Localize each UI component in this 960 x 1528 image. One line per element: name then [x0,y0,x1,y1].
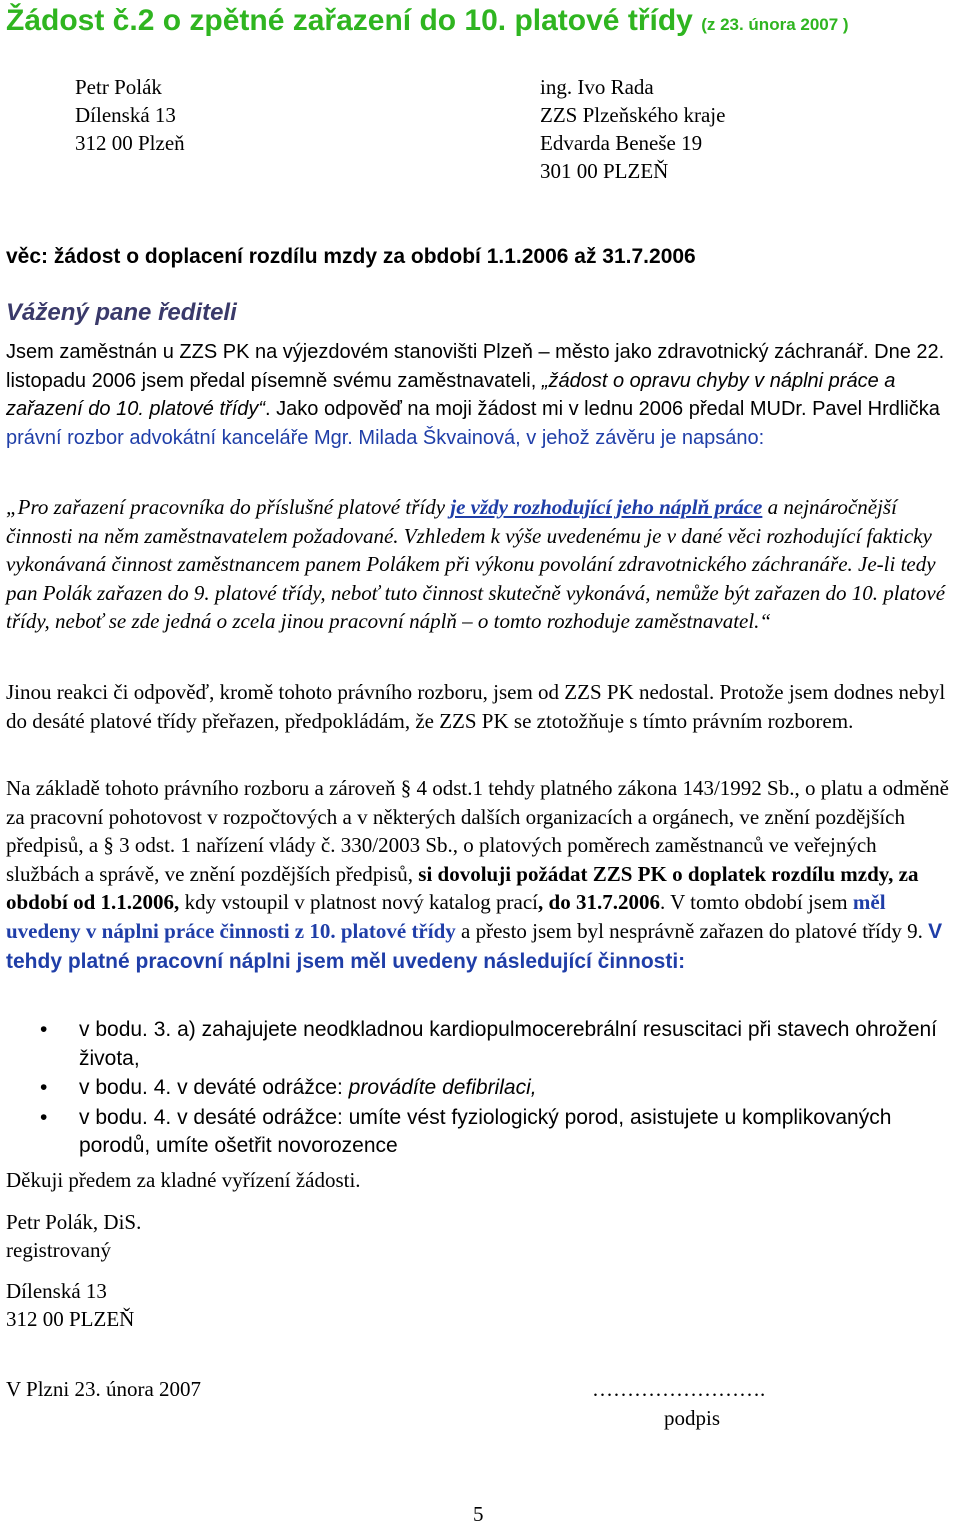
list-item-text: v bodu. 4. v deváté odrážce: [79,1076,349,1100]
sender-address [75,73,185,157]
list-item [6,1104,952,1161]
signature-title: registrovaný [6,1238,111,1262]
signature-dots: ……………………. [592,1377,766,1401]
signature-city: 312 00 PLZEŇ [6,1307,135,1331]
paragraph-intro [6,338,952,452]
signature-block [6,1208,141,1264]
request-bold-a: si dovoluji požádat ZZS PK o doplatek rozdílu mzdy, za období od 1.1.2006, [6,861,919,915]
recipient-name: ing. Ivo Rada [540,75,654,99]
intro-text-a: Jsem zaměstnán u ZZS PK na výjezdovém stanovišti Plzeň – město jako zdravotnický záchranář. Dne 22. listopadu 2006 jsem předal písemně svému zaměstnavateli, [6,341,945,392]
title-main: Žádost č.2 o zpětné zařazení do 10. platové třídy [6,4,693,37]
recipient-city: 301 00 PLZEŇ [540,159,669,183]
greeting: Vážený pane řediteli [6,299,237,326]
request-blue-b: V tehdy platné pracovní náplni jsem měl uvedeny následující činnosti: [6,919,943,973]
list-item [6,1074,952,1103]
intro-request-title: „žádost o opravu chyby v náplni práce a zařazení do 10. platové třídy“ [6,369,896,421]
request-blue-a: měl uvedeny v náplni práce činnosti z 10. platové třídy [6,890,886,943]
signature-street: Dílenská 13 [6,1279,107,1303]
activities-list [6,1016,952,1162]
quote-block [6,493,952,636]
intro-text-c: . Jako odpověď na moji žádost mi v lednu 2006 předal MUDr. Pavel Hrdlička [265,398,940,421]
request-bold-date: , do 31.7.2006 [538,890,660,915]
recipient-street: Edvarda Beneše 19 [540,131,703,155]
bullet-icon: • [40,1018,48,1041]
bullet-icon: • [40,1076,48,1100]
sender-street: Dílenská 13 [75,103,176,127]
subject-line: věc: žádost o doplacení rozdílu mzdy za období 1.1.2006 až 31.7.2006 [6,245,696,268]
title-date-note: (z 23. února 2007 ) [701,15,849,34]
paragraph-no-response: Jinou reakci či odpověď, kromě tohoto právního rozboru, jsem od ZZS PK nedostal. Protože jsem dodnes nebyl do desáté platové třídy přeřazen, předpokládám, že ZZS PK se ztotožňuje s tímto právním rozborem. [6,680,946,733]
signature-address [6,1277,134,1333]
quote-emphasis: je vždy rozhodující jeho náplň práce [450,495,763,519]
signature-label: podpis [664,1406,721,1430]
paragraph-request [6,774,952,976]
recipient-org: ZZS Plzeňského kraje [540,103,726,127]
signature-name: Petr Polák, DiS. [6,1210,142,1234]
request-text-a: Na základě tohoto právního rozboru a zároveň § 4 odst.1 tehdy platného zákona 143/1992 Sb., o platu a odměně za pracovní pohotovost v rozpočtových a v některých dalších organizacích a orgánech, ve znění pozdějších předpisů, a § 3 odst. 1 nařízení vlády č. 330/2003 Sb., o platových poměrech zaměstnanců ve veřejných službách a správě, ve znění pozdějších předpisů, [6,776,949,886]
list-item-text: v bodu. 4. v desáté odrážce: umíte vést fyziologický porod, asistujete u komplikovaných porodů, umíte ošetřit novorozence [79,1105,892,1158]
page-number: 5 [473,1502,484,1526]
recipient-address [540,73,725,185]
thanks-line: Děkuji předem za kladné vyřízení žádosti. [6,1168,361,1192]
document-title [6,0,849,46]
sender-name: Petr Polák [75,75,162,99]
request-text-c: kdy vstoupil v platnost nový katalog prací [179,890,539,915]
quote-text-c: a nejnáročnější činnosti na něm zaměstnavatelem požadované. Vzhledem k výše uvedenému je v dané věci rozhodující fakticky vykonávaná činnost zaměstnancem panem Polákem při výkonu povolání zdravotnického záchranáře. Je-li tedy pan Polák zařazen do 9. platové třídy, neboť tuto činnost skutečně vykonává, nemůže být zařazen do 10. platové třídy, neboť se zde jedná o zcela jinou pracovní náplň – o tomto rozhoduje zaměstnavatel.“ [6,495,946,634]
sender-city: 312 00 Plzeň [75,131,185,155]
place-date: V Plzni 23. února 2007 [6,1377,202,1401]
intro-legal-analysis: právní rozbor advokátní kanceláře Mgr. Milada Škvainová, v jehož závěru je napsáno: [6,426,765,449]
request-text-g: a přesto jsem byl nesprávně zařazen do platové třídy 9. [455,918,929,943]
list-item [6,1016,952,1073]
request-text-e: . V tomto období jsem [659,890,853,915]
bullet-icon: • [40,1105,48,1129]
list-item-italic: provádíte defibrilaci, [348,1076,537,1100]
list-item-text: v bodu. 3. a) zahajujete neodkladnou kardiopulmocerebrální resuscitaci při stavech ohrožení života, [79,1018,938,1070]
quote-text-a: „Pro zařazení pracovníka do příslušné platové třídy [6,495,451,519]
